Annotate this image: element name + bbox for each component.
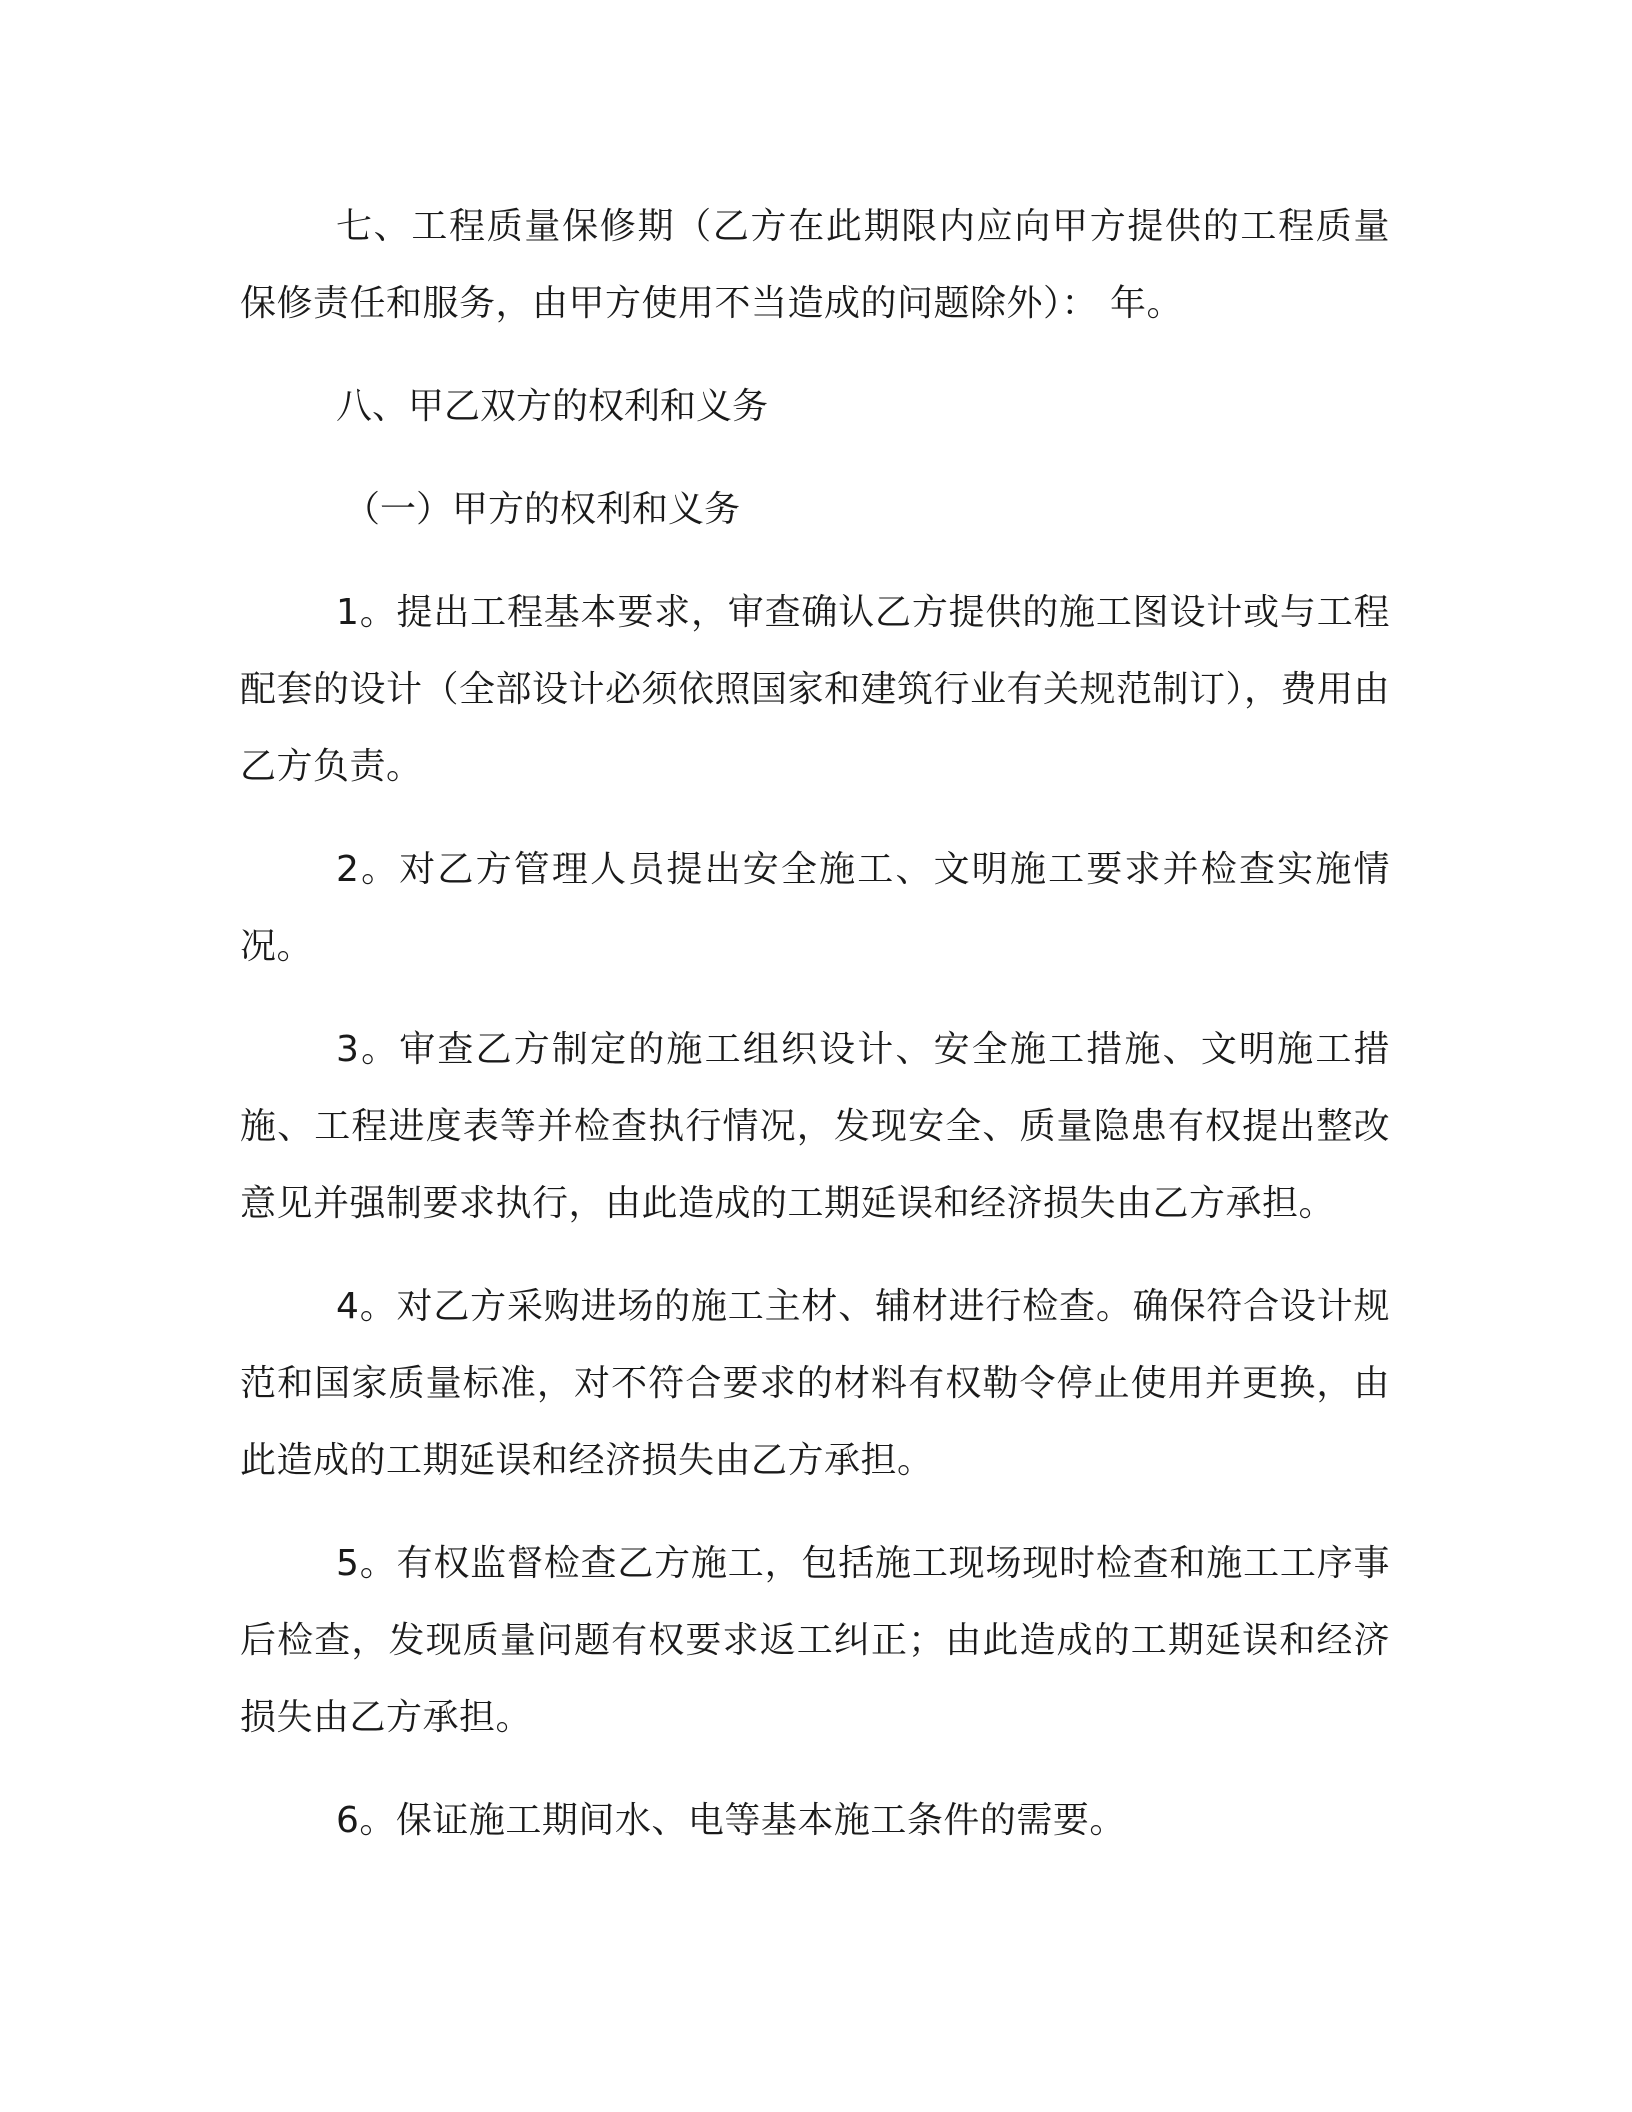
- list-item: 5。有权监督检查乙方施工，包括施工现场现时检查和施工工序事后检查，发现质量问题有权要求返工纠正；由此造成的工期延误和经济损失由乙方承担。: [240, 1543, 1390, 1738]
- list-item: 2。对乙方管理人员提出安全施工、文明施工要求并检查实施情况。: [240, 849, 1390, 967]
- list-item: 4。对乙方采购进场的施工主材、辅材进行检查。确保符合设计规范和国家质量标准，对不符合要求的材料有权勒令停止使用并更换，由此造成的工期延误和经济损失由乙方承担。: [240, 1286, 1390, 1481]
- section-8-heading: 八、甲乙双方的权利和义务: [336, 386, 769, 427]
- subsection-1-heading: （一）甲方的权利和义务: [344, 489, 741, 530]
- list-item: 6。保证施工期间水、电等基本施工条件的需要。: [336, 1800, 1126, 1841]
- document-body: [240, 188, 1390, 1859]
- list-item: 3。审查乙方制定的施工组织设计、安全施工措施、文明施工措施、工程进度表等并检查执行情况，发现安全、质量隐患有权提出整改意见并强制要求执行，由此造成的工期延误和经济损失由乙方承担。: [240, 1029, 1390, 1224]
- list-item: 1。提出工程基本要求，审查确认乙方提供的施工图设计或与工程配套的设计（全部设计必须依照国家和建筑行业有关规范制订），费用由乙方负责。: [240, 592, 1391, 787]
- section-7-paragraph: 七、工程质量保修期（乙方在此期限内应向甲方提供的工程质量保修责任和服务，由甲方使用不当造成的问题除外）： 年。: [240, 206, 1390, 324]
